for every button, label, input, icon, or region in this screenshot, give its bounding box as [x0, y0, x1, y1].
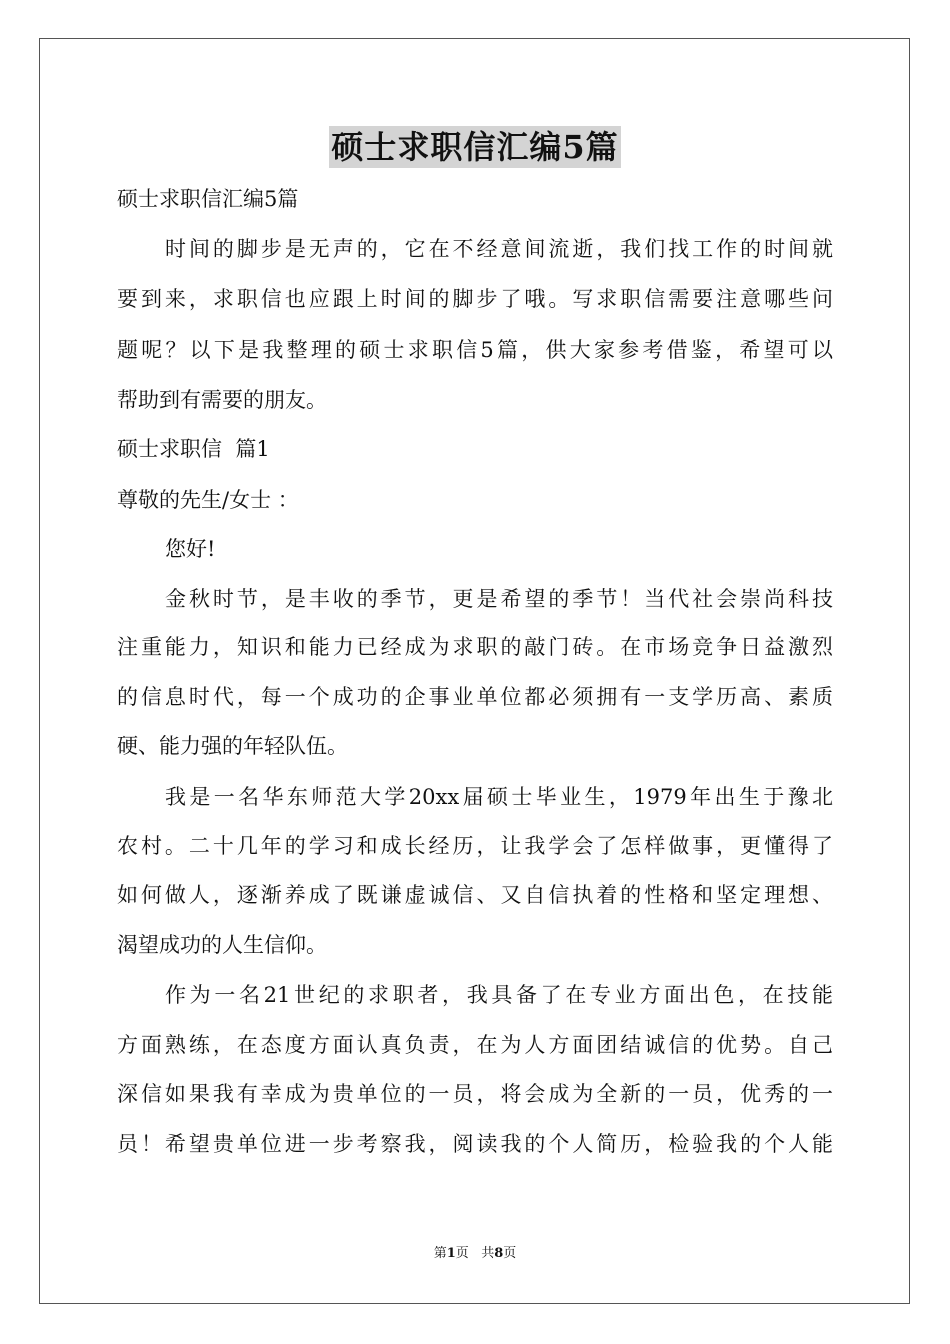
footer-page-suffix: 页: [455, 1246, 469, 1261]
intro-line: 题呢？以下是我整理的硕士求职信5篇，供大家参考借鉴，希望可以: [117, 338, 833, 362]
paragraph-line: 渴望成功的人生信仰。: [117, 933, 327, 957]
paragraph-line: 如何做人，逐渐养成了既谦虚诚信、又自信执着的性格和坚定理想、: [117, 883, 833, 907]
document-title: 硕士求职信汇编5篇: [331, 128, 619, 166]
footer-page-total: 8: [494, 1246, 504, 1261]
paragraph-line: 金秋时节，是丰收的季节，更是希望的季节！当代社会崇尚科技: [165, 587, 833, 611]
footer-total-prefix: 共: [481, 1246, 495, 1261]
document-subtitle: 硕士求职信汇编5篇: [117, 187, 299, 211]
footer-page-prefix: 第: [433, 1246, 447, 1261]
greeting: 您好!: [165, 537, 216, 561]
paragraph-line: 农村。二十几年的学习和成长经历，让我学会了怎样做事，更懂得了: [117, 834, 833, 858]
page-border: [39, 38, 910, 1304]
page-footer: [0, 1245, 950, 1263]
intro-line: 帮助到有需要的朋友。: [117, 388, 327, 412]
paragraph-line: 深信如果我有幸成为贵单位的一员，将会成为全新的一员，优秀的一: [117, 1082, 833, 1106]
paragraph-line: 员！希望贵单位进一步考察我，阅读我的个人简历，检验我的个人能: [117, 1132, 833, 1156]
paragraph-line: 的信息时代，每一个成功的企事业单位都必须拥有一支学历高、素质: [117, 685, 833, 709]
section-heading: 硕士求职信 篇1: [117, 437, 270, 461]
title-container: [0, 126, 950, 168]
intro-line: 时间的脚步是无声的，它在不经意间流逝，我们找工作的时间就: [165, 237, 833, 261]
footer-total-suffix: 页: [503, 1246, 517, 1261]
paragraph-line: 硬、能力强的年轻队伍。: [117, 734, 348, 758]
paragraph-line: 方面熟练，在态度方面认真负责，在为人方面团结诚信的优势。自己: [117, 1033, 833, 1057]
paragraph-line: 我是一名华东师范大学20xx届硕士毕业生，1979年出生于豫北: [165, 785, 833, 809]
salutation: 尊敬的先生/女士 ：: [117, 488, 299, 512]
footer-page-current: 1: [446, 1246, 456, 1261]
paragraph-line: 注重能力，知识和能力已经成为求职的敲门砖。在市场竞争日益激烈: [117, 635, 833, 659]
intro-line: 要到来，求职信也应跟上时间的脚步了哦。写求职信需要注意哪些问: [117, 287, 833, 311]
paragraph-line: 作为一名21世纪的求职者，我具备了在专业方面出色，在技能: [165, 983, 833, 1007]
